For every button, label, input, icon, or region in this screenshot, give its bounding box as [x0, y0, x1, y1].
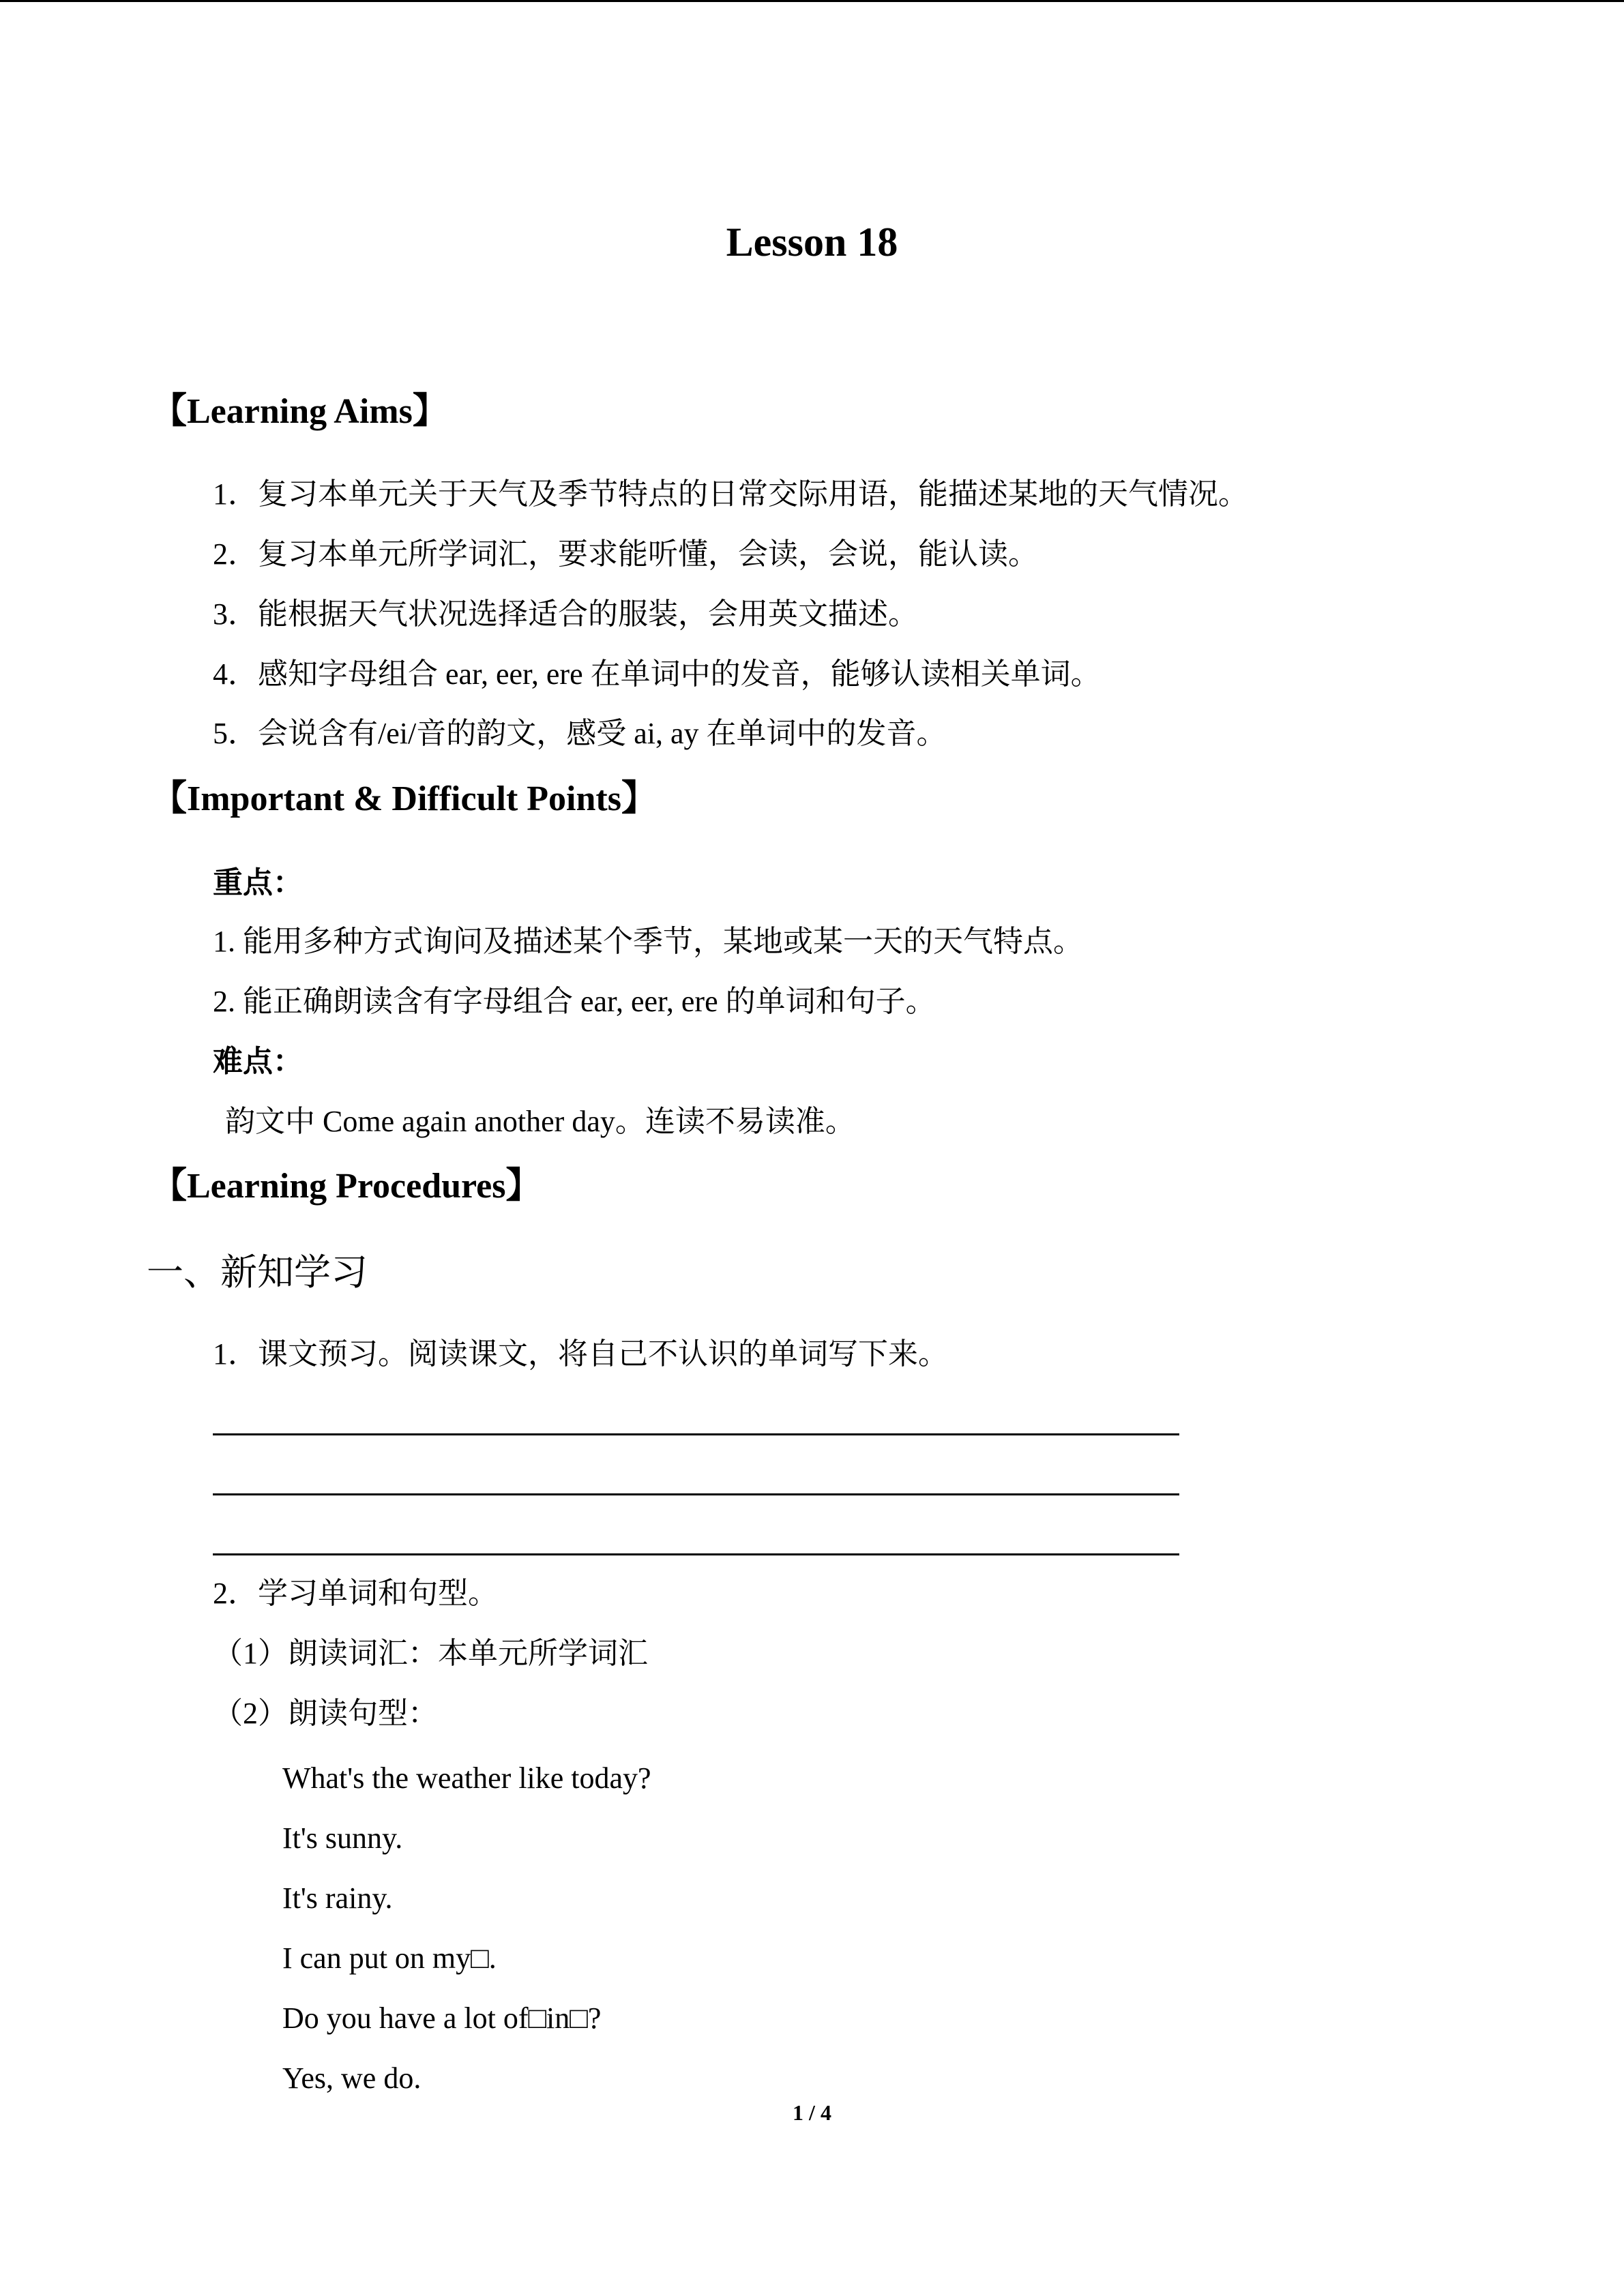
sentence-pattern: Yes, we do. — [282, 2061, 422, 2095]
answer-line — [213, 1553, 1179, 1555]
sentence-pattern: I can put on my□. — [282, 1941, 497, 1975]
step-1: 1．课文预习。阅读课文，将自己不认识的单词写下来。 — [213, 1337, 948, 1371]
sentence-pattern: Do you have a lot of□in□? — [282, 2001, 602, 2035]
substep-2: （2）朗读句型： — [213, 1697, 438, 1730]
important-points-heading: 【Important & Difficult Points】 — [151, 779, 657, 818]
page-number: 1 / 4 — [793, 2100, 831, 2125]
sentence-pattern: What's the weather like today? — [282, 1761, 651, 1795]
sentence-pattern: It's rainy. — [282, 1881, 393, 1915]
page-title: Lesson 18 — [726, 220, 898, 265]
step-2: 2．学习单词和句型。 — [213, 1577, 498, 1610]
learning-procedures-heading: 【Learning Procedures】 — [151, 1167, 542, 1206]
top-border — [0, 0, 1624, 2]
learning-aims-heading: 【Learning Aims】 — [151, 392, 448, 431]
difficult-points-label: 难点： — [213, 1045, 303, 1078]
aim-item: 4．感知字母组合 ear, eer, ere 在单词中的发音，能够认读相关单词。 — [213, 657, 1101, 691]
aim-item: 5．会说含有/ei/音的韵文，感受 ai, ay 在单词中的发音。 — [213, 717, 947, 750]
substep-1: （1）朗读词汇：本单元所学词汇 — [213, 1637, 648, 1670]
answer-line — [213, 1433, 1179, 1435]
section-title: 一、新知学习 — [147, 1252, 368, 1293]
aim-item: 2．复习本单元所学词汇，要求能听懂，会读，会说，能认读。 — [213, 537, 1038, 571]
difficult-point-text: 韵文中 Come again another day。连读不易读准。 — [225, 1105, 855, 1138]
key-point-item: 2. 能正确朗读含有字母组合 ear, eer, ere 的单词和句子。 — [213, 985, 936, 1018]
key-points-label: 重点： — [213, 866, 303, 899]
aim-item: 3．能根据天气状况选择适合的服装，会用英文描述。 — [213, 597, 918, 631]
sentence-pattern: It's sunny. — [282, 1821, 403, 1855]
aim-item: 1．复习本单元关于天气及季节特点的日常交际用语，能描述某地的天气情况。 — [213, 477, 1248, 511]
key-point-item: 1. 能用多种方式询问及描述某个季节，某地或某一天的天气特点。 — [213, 925, 1083, 958]
answer-line — [213, 1493, 1179, 1495]
